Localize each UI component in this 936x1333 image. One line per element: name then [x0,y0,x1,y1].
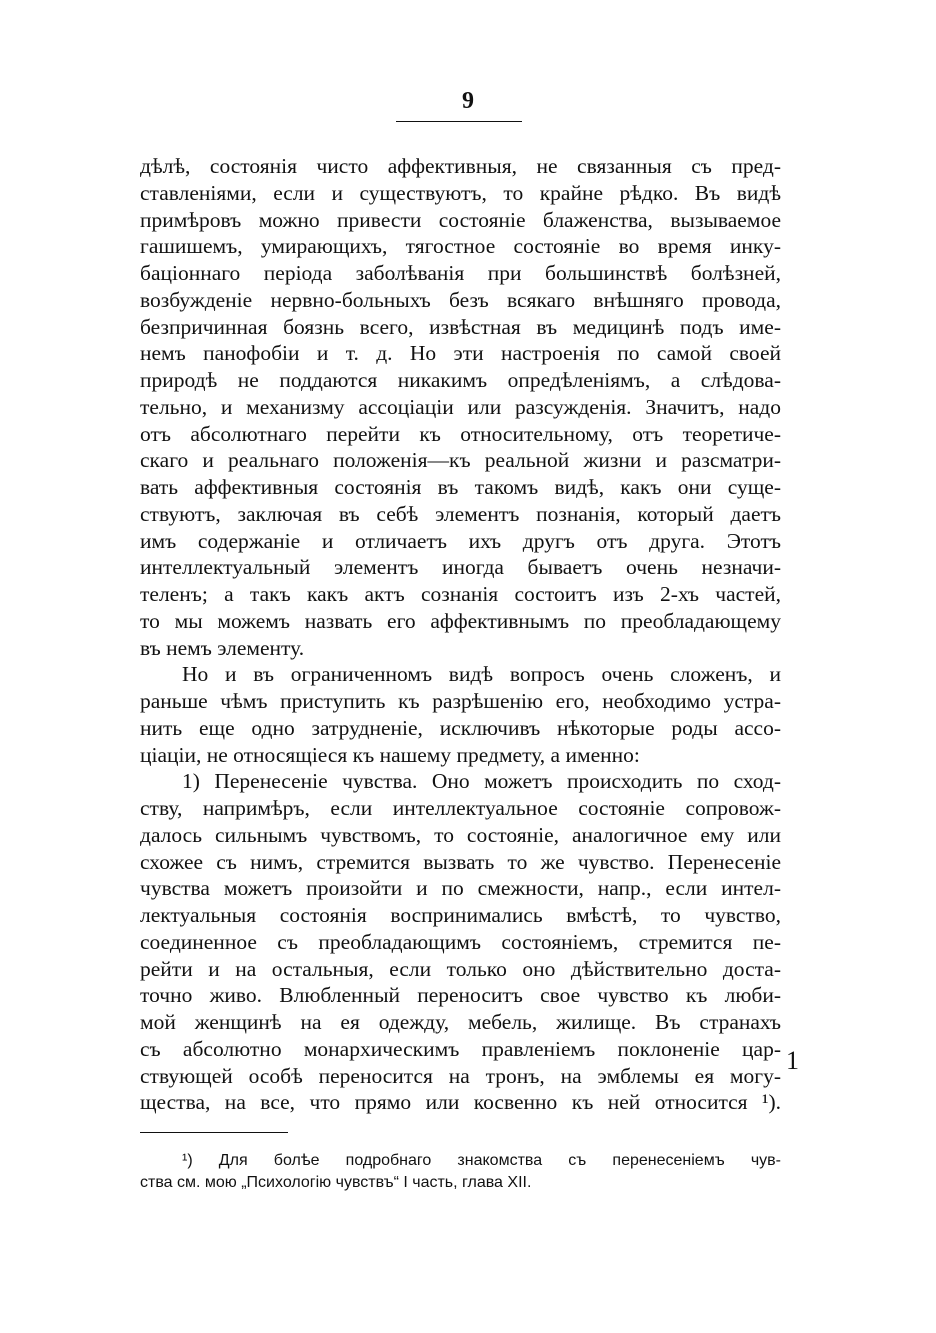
text-line: примѣровъ можно привести состояніе блаженства, вызываемое [140,207,781,232]
text-line: интеллектуальный элементъ иногда бываетъ очень незначи- [140,555,781,580]
text-line: немъ панофобіи и т. д. Но эти настроенія по самой своей [140,341,781,366]
page-number-rule [396,121,522,122]
footnote-line: ства см. мою „Психологію чувствъ“ I часть, глава XII. [140,1174,532,1191]
footnote-line: ¹) Для болѣе подробнаго знакомства съ перенесеніемъ чув- [182,1152,781,1169]
text-line: 1) Перенесеніе чувства. Оно можетъ происходить по сход- [182,769,781,794]
text-line: ставленіями, если и существуютъ, то крайне рѣдко. Въ видѣ [140,180,781,205]
text-line: баціоннаго періода заболѣванія при большинствѣ болѣзней, [140,261,781,285]
text-line: скаго и реальнаго положенія—къ реальной жизни и разсматри- [140,448,781,473]
page-number: 9 [462,88,474,114]
text-line: вать аффективныя состоянія въ такомъ видѣ, какъ они суще- [140,475,781,499]
text-line: съ абсолютно монархическимъ правленіемъ поклоненіе цар- [140,1036,781,1061]
body-text [140,153,781,1116]
text-line: въ немъ элементу. [140,635,305,660]
text-line: отъ абсолютнаго перейти къ относительному, отъ теоретиче- [140,421,781,446]
text-line: тельно, и механизму ассоціаціи или разсужденія. Значитъ, надо [140,394,781,419]
text-line: ству, напримѣръ, если интеллектуальное состояніе сопровож- [140,796,781,820]
text-line: ствующей особѣ переносится на тронъ, на эмблемы ея могу- [140,1063,781,1088]
text-line: природѣ не поддаются никакимъ опредѣленіямъ, а слѣдова- [140,368,781,392]
text-line: дѣлѣ, состоянія чисто аффективныя, не связанныя съ пред- [140,154,781,178]
footnote-rule [140,1132,288,1133]
text-line: нить еще одно затрудненіе, исключивъ нѣкоторые роды ассо- [140,715,781,740]
text-line: схожее съ нимъ, стремится вызвать то же чувство. Перенесеніе [140,849,781,874]
text-line: чувства можетъ произойти и по смежности, напр., если интел- [140,876,781,901]
text-line: имъ содержаніе и отличаетъ ихъ другъ отъ друга. Этотъ [140,528,781,553]
text-line: возбужденіе нервно-больныхъ безъ всякаго внѣшняго провода, [140,287,781,312]
text-line: теленъ; а такъ какъ актъ сознанія состоитъ изъ 2-хъ частей, [140,582,781,606]
footnote [140,1150,781,1194]
text-line: ствуютъ, заключая въ себѣ элементъ познанія, который даетъ [140,501,781,526]
text-line: соединенное съ преобладающимъ состояніемъ, стремится пе- [140,929,781,954]
text-line: ціаціи, не относящіеся къ нашему предмету, а именно: [140,742,640,767]
text-line: Но и въ ограниченномъ видѣ вопросъ очень сложенъ, и [182,662,781,687]
text-line: гашишемъ, умирающихъ, тягостное состояніе во время инку- [140,234,781,259]
text-line: безпричинная боязнь всего, извѣстная въ медицинѣ подъ име- [140,314,781,339]
margin-mark: 1 [786,1046,799,1075]
text-line: мой женщинѣ на ея одежду, мебель, жилище. Въ странахъ [140,1010,781,1034]
text-line: лектуальныя состоянія воспринимались вмѣстѣ, то чувство, [140,903,781,927]
text-line: щества, на все, что прямо или косвенно къ ней относится ¹). [140,1090,781,1115]
text-line: рейти и на остальныя, если только оно дѣйствительно доста- [140,956,781,981]
text-line: точно живо. Влюбленный переноситъ свое чувство къ люби- [140,983,781,1008]
text-line: раньше чѣмъ приступить къ разрѣшенію его, необходимо устра- [140,689,781,713]
text-line: то мы можемъ назвать его аффективнымъ по преобладающему [140,608,781,633]
text-line: далось сильнымъ чувствомъ, то состояніе, аналогичное ему или [140,822,781,847]
